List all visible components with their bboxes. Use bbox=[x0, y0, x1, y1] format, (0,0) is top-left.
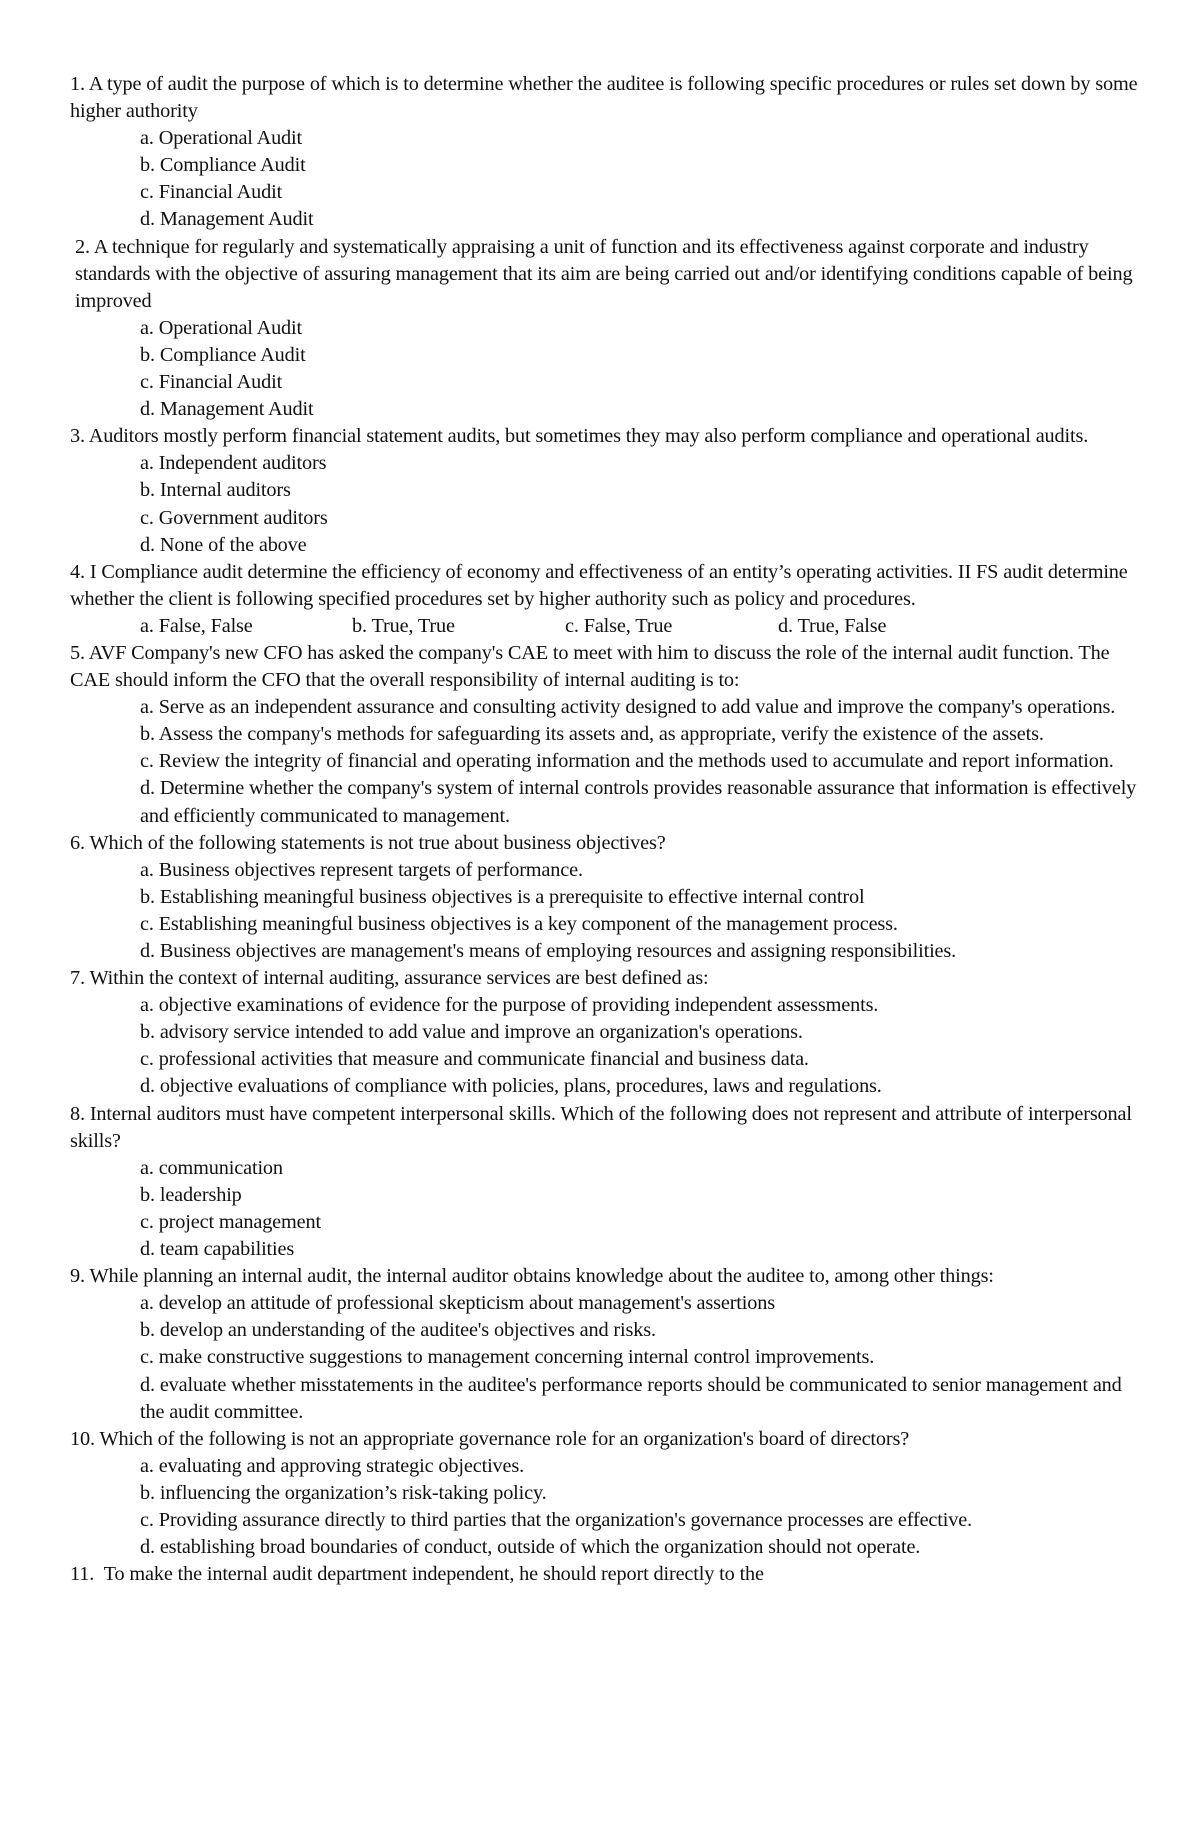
option-list bbox=[70, 1290, 1140, 1425]
option-c: c. Establishing meaningful business objectives is a key component of the management process. bbox=[140, 912, 898, 935]
option-b: b. Assess the company's methods for safeguarding its assets and, as appropriate, verify the existence of the assets. bbox=[140, 723, 1044, 746]
question-stem: 8. Internal auditors must have competent interpersonal skills. Which of the following does not represent and attribute of interpersonal skills? bbox=[70, 1102, 1132, 1152]
option-b: b. Establishing meaningful business objectives is a prerequisite to effective internal control bbox=[140, 885, 865, 908]
question-stem: 2. A technique for regularly and systematically appraising a unit of function and its effectiveness against corporate and industry standards with the objective of assuring management that its aim are being carried out and/or identifying conditions capable of being improved bbox=[75, 235, 1133, 312]
question-stem: 10. Which of the following is not an appropriate governance role for an organization's board of directors? bbox=[70, 1427, 910, 1450]
option-a: a. objective examinations of evidence for the purpose of providing independent assessments. bbox=[140, 994, 879, 1017]
option-b: b. Internal auditors bbox=[140, 479, 291, 502]
option-a: a. False, False bbox=[140, 614, 253, 637]
option-list bbox=[70, 450, 1140, 558]
question-7 bbox=[70, 965, 1140, 1100]
question-stem: 9. While planning an internal audit, the internal auditor obtains knowledge about the auditee to, among other things: bbox=[70, 1265, 994, 1288]
option-b: b. Compliance Audit bbox=[140, 343, 306, 366]
option-d: d. True, False bbox=[778, 614, 887, 637]
option-b: b. True, True bbox=[352, 614, 455, 637]
question-stem: 7. Within the context of internal auditing, assurance services are best defined as: bbox=[70, 967, 709, 990]
option-list bbox=[70, 992, 1140, 1100]
question-stem: 11. To make the internal audit department independent, he should report directly to the bbox=[70, 1563, 764, 1586]
option-b: b. develop an understanding of the auditee's objectives and risks. bbox=[140, 1319, 656, 1342]
option-d: d. None of the above bbox=[140, 533, 307, 556]
question-11 bbox=[70, 1561, 1140, 1588]
option-d: d. objective evaluations of compliance with policies, plans, procedures, laws and regulations. bbox=[140, 1075, 882, 1098]
option-d: d. Management Audit bbox=[140, 398, 314, 421]
option-a: a. evaluating and approving strategic objectives. bbox=[140, 1454, 525, 1477]
option-list bbox=[70, 125, 1140, 233]
option-list bbox=[70, 1453, 1140, 1561]
option-c: c. Providing assurance directly to third parties that the organization's governance processes are effective. bbox=[140, 1508, 973, 1531]
option-c: c. Government auditors bbox=[140, 506, 328, 529]
option-b: b. Compliance Audit bbox=[140, 154, 306, 177]
option-c: c. professional activities that measure and communicate financial and business data. bbox=[140, 1048, 809, 1071]
option-list bbox=[70, 857, 1140, 965]
question-8 bbox=[70, 1101, 1140, 1264]
option-a: a. Independent auditors bbox=[140, 452, 327, 475]
question-2-options bbox=[70, 315, 1140, 423]
question-2 bbox=[70, 234, 1140, 315]
option-d: d. Determine whether the company's system of internal controls provides reasonable assurance that information is effectively and efficiently communicated to management. bbox=[140, 777, 1137, 827]
option-d: d. team capabilities bbox=[140, 1238, 295, 1261]
question-stem: 4. I Compliance audit determine the efficiency of economy and effectiveness of an entity’s operating activities. II FS audit determine whether the client is following specified procedures set by higher authority such as policy and procedures. bbox=[70, 560, 1128, 610]
question-4 bbox=[70, 559, 1140, 640]
option-d: d. evaluate whether misstatements in the auditee's performance reports should be communicated to senior management and the audit committee. bbox=[140, 1373, 1122, 1423]
option-c: c. make constructive suggestions to management concerning internal control improvements. bbox=[140, 1346, 875, 1369]
option-c: c. False, True bbox=[565, 614, 673, 637]
option-row bbox=[70, 613, 1140, 640]
option-a: a. Operational Audit bbox=[140, 127, 303, 150]
option-list bbox=[70, 315, 1140, 423]
option-d: d. establishing broad boundaries of conduct, outside of which the organization should not operate. bbox=[140, 1536, 921, 1559]
option-list bbox=[70, 694, 1140, 829]
option-b: b. influencing the organization’s risk-taking policy. bbox=[140, 1481, 547, 1504]
exam-document bbox=[70, 71, 1140, 1588]
option-a: a. develop an attitude of professional skepticism about management's assertions bbox=[140, 1292, 776, 1315]
option-a: a. communication bbox=[140, 1156, 283, 1179]
option-c: c. Financial Audit bbox=[140, 181, 283, 204]
option-b: b. leadership bbox=[140, 1183, 242, 1206]
option-c: c. project management bbox=[140, 1210, 321, 1233]
option-c: c. Review the integrity of financial and operating information and the methods used to accumulate and report information. bbox=[140, 750, 1114, 773]
option-a: a. Operational Audit bbox=[140, 316, 303, 339]
question-5 bbox=[70, 640, 1140, 830]
option-list bbox=[70, 1155, 1140, 1263]
question-3 bbox=[70, 423, 1140, 558]
question-stem: 3. Auditors mostly perform financial statement audits, but sometimes they may also perform compliance and operational audits. bbox=[70, 425, 1089, 448]
option-a: a. Serve as an independent assurance and consulting activity designed to add value and improve the company's operations. bbox=[140, 696, 1116, 719]
option-a: a. Business objectives represent targets of performance. bbox=[140, 858, 583, 881]
option-d: d. Management Audit bbox=[140, 208, 314, 231]
question-1 bbox=[70, 71, 1140, 234]
question-6 bbox=[70, 830, 1140, 965]
question-9 bbox=[70, 1263, 1140, 1426]
option-b: b. advisory service intended to add value and improve an organization's operations. bbox=[140, 1021, 803, 1044]
question-stem: 6. Which of the following statements is not true about business objectives? bbox=[70, 831, 666, 854]
option-d: d. Business objectives are management's means of employing resources and assigning responsibilities. bbox=[140, 940, 957, 962]
question-10 bbox=[70, 1426, 1140, 1561]
option-c: c. Financial Audit bbox=[140, 371, 283, 394]
question-stem: 5. AVF Company's new CFO has asked the company's CAE to meet with him to discuss the role of the internal audit function. The CAE should inform the CFO that the overall responsibility of internal auditing is to: bbox=[70, 641, 1110, 692]
question-stem: 1. A type of audit the purpose of which is to determine whether the auditee is following specific procedures or rules set down by some higher authority bbox=[70, 73, 1138, 123]
